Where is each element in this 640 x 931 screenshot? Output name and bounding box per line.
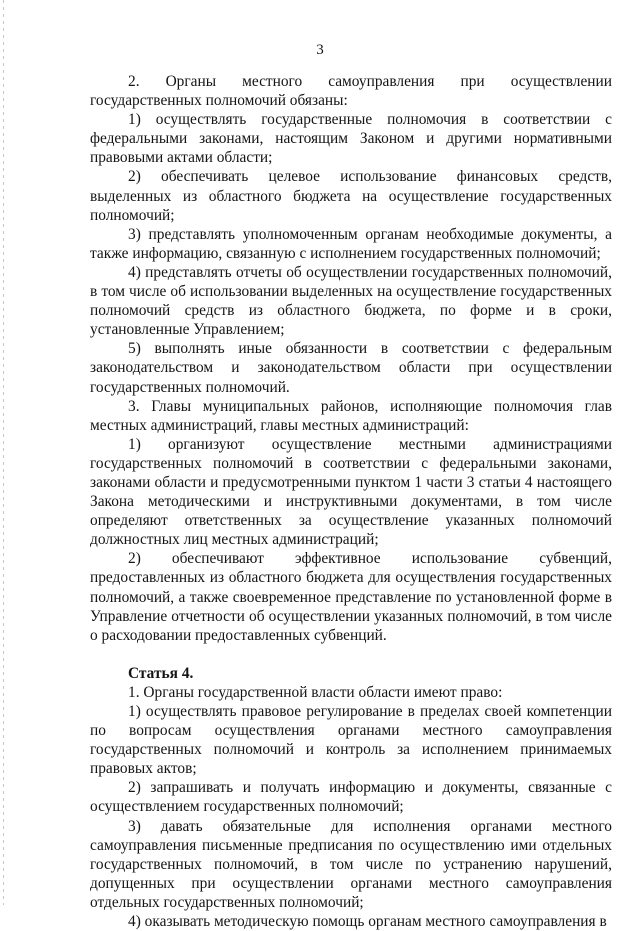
- paragraph: 1) осуществлять правовое регулирование в пределах своей компетенции по вопросам осуществления органами местного самоуправления государственных полномочий и контроль за исполнением принимаемых правовых актов;: [90, 703, 612, 778]
- paragraph: 3) представлять уполномоченным органам необходимые документы, а также информацию, связанную с исполнением государственных полномочий;: [90, 225, 612, 262]
- paragraph: 4) оказывать методическую помощь органам местного самоуправления в: [128, 913, 607, 931]
- paragraph: 2) запрашивать и получать информацию и документы, связанные с осуществлением государственных полномочий;: [90, 779, 612, 816]
- paragraph: 1) осуществлять государственные полномочия в соответствии с федеральными законами, настоящим Законом и другими нормативными правовыми актами области;: [90, 111, 612, 167]
- paragraph: 4) представлять отчеты об осуществлении государственных полномочий, в том числе об использовании выделенных на осуществление государственных полномочий средств из областного бюджета, по форме и в сроки, установленные Управлением;: [90, 263, 612, 339]
- article-heading: Статья 4.: [128, 664, 194, 682]
- scan-edge: [3, 0, 4, 905]
- page-number: 3: [316, 42, 324, 58]
- paragraph: 1) организуют осуществление местными администрациями государственных полномочий в соответствии с федеральными законами, законами области и предусмотренными пунктом 1 части 3 статьи 4 настоящего Закона методическими и инструктивными документами, в том числе определяют ответственных за осуществление указанных полномочий должностных лиц местных администраций;: [90, 435, 612, 549]
- paragraph: 5) выполнять иные обязанности в соответствии с федеральным законодательством и законодательством области при осуществлении государственных полномочий.: [90, 340, 612, 396]
- paragraph: 3. Главы муниципальных районов, исполняющие полномочия глав местных администраций, главы местных администраций:: [90, 397, 612, 434]
- document-body: [90, 72, 612, 931]
- paragraph: 2) обеспечивать целевое использование финансовых средств, выделенных из областного бюджета на осуществление государственных полномочий;: [90, 168, 612, 224]
- paragraph: 1. Органы государственной власти области имеют право:: [128, 683, 503, 701]
- paragraph: 2) обеспечивают эффективное использование субвенций, предоставленных из областного бюджета для осуществления государственных полномочий, а также своевременное представление по установленной форме в Управление отчетности об осуществлении указанных полномочий, в том числе о расходовании предоставленных субвенций.: [90, 550, 612, 644]
- paragraph: 2. Органы местного самоуправления при осуществлении государственных полномочий обязаны:: [90, 73, 612, 110]
- paragraph: 3) давать обязательные для исполнения органами местного самоуправления письменные предписания по осуществлению ими отдельных государственных полномочий, в том числе по устранению нарушений, допущенных при осуществлении органами местного самоуправления отдельных государственных полномочий;: [90, 817, 612, 911]
